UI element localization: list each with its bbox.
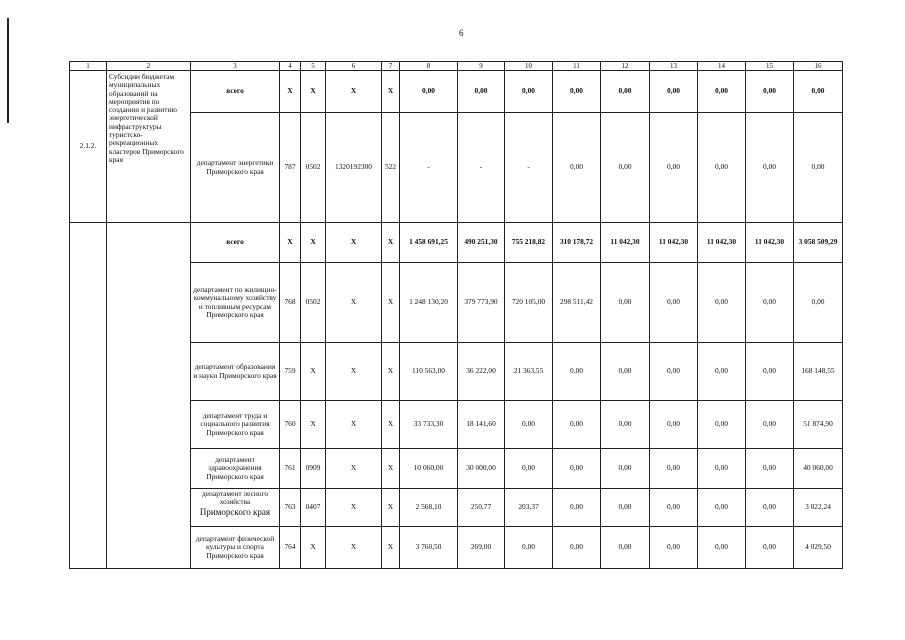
cell-value: 0,00 [553, 343, 601, 401]
cell-value: X [326, 401, 382, 449]
cell-value: X [301, 401, 326, 449]
col-header: 6 [326, 62, 382, 71]
cell-value: 0,00 [505, 71, 553, 113]
cell-value: 0,00 [746, 263, 794, 343]
cell-value: 18 141,60 [458, 401, 505, 449]
col-header: 11 [553, 62, 601, 71]
col-header: 16 [794, 62, 843, 71]
cell-value: 522 [382, 113, 400, 223]
cell-value: 11 042,30 [650, 223, 698, 263]
row-label: департамент здравоохранения Приморского края [191, 449, 280, 489]
cell-value: X [280, 71, 301, 113]
cell-value: X [301, 223, 326, 263]
col-header: 3 [191, 62, 280, 71]
row-label: всего [191, 223, 280, 263]
cell-value: 768 [280, 263, 301, 343]
cell-value: X [301, 343, 326, 401]
row-label-part: департамент лесного хозяйства [201, 489, 269, 507]
row-label: департамент труда и социального развития Приморского края [191, 401, 280, 449]
cell-value: 203,37 [505, 489, 553, 527]
cell-value: 298 511,42 [553, 263, 601, 343]
cell-value: X [326, 489, 382, 527]
cell-value: 0,00 [553, 113, 601, 223]
cell-value: 0,00 [601, 449, 650, 489]
cell-value: 759 [280, 343, 301, 401]
col-header: 7 [382, 62, 400, 71]
cell-value: X [301, 71, 326, 113]
cell-value: 4 029,50 [794, 527, 843, 569]
cell-value: 379 773,90 [458, 263, 505, 343]
cell-value: X [382, 489, 400, 527]
cell-value: 763 [280, 489, 301, 527]
cell-value: 0,00 [601, 489, 650, 527]
cell-value: - [458, 113, 505, 223]
cell-value: X [326, 223, 382, 263]
cell-value: 760 [280, 401, 301, 449]
cell-value: 0,00 [601, 527, 650, 569]
cell-value: 11 042,30 [601, 223, 650, 263]
column-number-row [70, 62, 843, 71]
cell-value: 0,00 [794, 71, 843, 113]
cell-value: 3 058 509,29 [794, 223, 843, 263]
cell-value: 0,00 [650, 449, 698, 489]
cell-value: 51 874,90 [794, 401, 843, 449]
cell-value: 0,00 [698, 527, 746, 569]
cell-value: X [382, 71, 400, 113]
cell-value: 0,00 [698, 343, 746, 401]
cell-value: X [382, 343, 400, 401]
cell-value: 0,00 [650, 113, 698, 223]
cell-value: 3 022,24 [794, 489, 843, 527]
cell-value: 21 363,55 [505, 343, 553, 401]
cell-value: 269,00 [458, 527, 505, 569]
cell-value: 0,00 [553, 401, 601, 449]
table-row [70, 71, 843, 113]
cell-value: 2 568,10 [400, 489, 458, 527]
cell-value: 0,00 [553, 489, 601, 527]
cell-value: 0,00 [650, 401, 698, 449]
col-header: 14 [698, 62, 746, 71]
cell-value: 30 000,00 [458, 449, 505, 489]
cell-value: 168 148,55 [794, 343, 843, 401]
cell-value: X [382, 223, 400, 263]
item-code-empty [70, 223, 107, 569]
cell-value: 0,00 [650, 527, 698, 569]
cell-value: 0,00 [698, 263, 746, 343]
cell-value: 0,00 [601, 71, 650, 113]
cell-value: 0,00 [400, 71, 458, 113]
cell-value: - [400, 113, 458, 223]
cell-value: X [382, 449, 400, 489]
col-header: 13 [650, 62, 698, 71]
cell-value: 755 218,82 [505, 223, 553, 263]
cell-value: 0,00 [794, 263, 843, 343]
cell-value: 40 060,00 [794, 449, 843, 489]
cell-value: 0407 [301, 489, 326, 527]
cell-value: 110 563,00 [400, 343, 458, 401]
cell-value: 0909 [301, 449, 326, 489]
row-label: департамент по жилищно-коммунальному хозяйству и топливным ресурсам Приморского края [191, 263, 280, 343]
col-header: 15 [746, 62, 794, 71]
cell-value: 0,00 [505, 527, 553, 569]
cell-value: 3 760,50 [400, 527, 458, 569]
cell-value: 0,00 [553, 71, 601, 113]
row-label: департамент физической культуры и спорта Приморского края [191, 527, 280, 569]
item-name-empty [107, 223, 191, 569]
cell-value: 0,00 [746, 449, 794, 489]
cell-value: 250,77 [458, 489, 505, 527]
cell-value: 0,00 [650, 489, 698, 527]
item-code: 2.1.2. [70, 71, 107, 223]
cell-value: 10 060,00 [400, 449, 458, 489]
cell-value: 0,00 [698, 71, 746, 113]
cell-value: X [326, 263, 382, 343]
cell-value: X [301, 527, 326, 569]
cell-value: X [326, 527, 382, 569]
cell-value: 490 251,30 [458, 223, 505, 263]
cell-value: 0,00 [601, 401, 650, 449]
cell-value: 0,00 [746, 489, 794, 527]
cell-value: 0,00 [650, 263, 698, 343]
cell-value: 0,00 [794, 113, 843, 223]
row-label: департамент образования и науки Приморского края [191, 343, 280, 401]
cell-value: X [326, 343, 382, 401]
cell-value: 0,00 [650, 71, 698, 113]
cell-value: 0,00 [698, 449, 746, 489]
budget-table [69, 61, 843, 569]
col-header: 5 [301, 62, 326, 71]
cell-value: 720 105,00 [505, 263, 553, 343]
cell-value: 0502 [301, 113, 326, 223]
cell-value: 0502 [301, 263, 326, 343]
cell-value: 0,00 [698, 489, 746, 527]
col-header: 12 [601, 62, 650, 71]
cell-value: X [382, 401, 400, 449]
scan-margin-line [7, 18, 9, 123]
cell-value: 0,00 [698, 401, 746, 449]
col-header: 4 [280, 62, 301, 71]
cell-value: 0,00 [746, 343, 794, 401]
row-label: департамент энергетики Приморского края [191, 113, 280, 223]
cell-value: 0,00 [746, 71, 794, 113]
cell-value: 0,00 [746, 113, 794, 223]
cell-value: 0,00 [650, 343, 698, 401]
table-row [70, 223, 843, 263]
cell-value: X [382, 263, 400, 343]
cell-value: 0,00 [601, 263, 650, 343]
cell-value: 0,00 [458, 71, 505, 113]
cell-value: 764 [280, 527, 301, 569]
cell-value: 0,00 [553, 527, 601, 569]
cell-value: 787 [280, 113, 301, 223]
item-name: Субсидии бюджетам муниципальных образований на мероприятия по созданию и развитию энергетической инфраструктуры туристско-рекреационных кластеров Приморского края [107, 71, 191, 223]
row-label [191, 489, 280, 527]
cell-value: 0,00 [698, 113, 746, 223]
col-header: 9 [458, 62, 505, 71]
cell-value: 11 042,30 [698, 223, 746, 263]
cell-value: 1320192300 [326, 113, 382, 223]
cell-value: 0,00 [505, 401, 553, 449]
cell-value: 1 458 691,25 [400, 223, 458, 263]
cell-value: - [505, 113, 553, 223]
page-number: 6 [459, 28, 464, 38]
cell-value: 11 042,30 [746, 223, 794, 263]
cell-value: 1 248 130,20 [400, 263, 458, 343]
cell-value: 33 733,30 [400, 401, 458, 449]
cell-value: X [326, 71, 382, 113]
cell-value: 0,00 [601, 343, 650, 401]
cell-value: 36 222,00 [458, 343, 505, 401]
row-label: всего [191, 71, 280, 113]
cell-value: 0,00 [553, 449, 601, 489]
cell-value: X [382, 527, 400, 569]
cell-value: X [326, 449, 382, 489]
col-header: 8 [400, 62, 458, 71]
cell-value: 0,00 [505, 449, 553, 489]
cell-value: 0,00 [601, 113, 650, 223]
col-header: 10 [505, 62, 553, 71]
cell-value: 310 178,72 [553, 223, 601, 263]
cell-value: X [280, 223, 301, 263]
cell-value: 0,00 [746, 401, 794, 449]
cell-value: 761 [280, 449, 301, 489]
cell-value: 0,00 [746, 527, 794, 569]
col-header: 1 [70, 62, 107, 71]
row-label-part: Приморского края [199, 506, 271, 517]
col-header: 2 [107, 62, 191, 71]
